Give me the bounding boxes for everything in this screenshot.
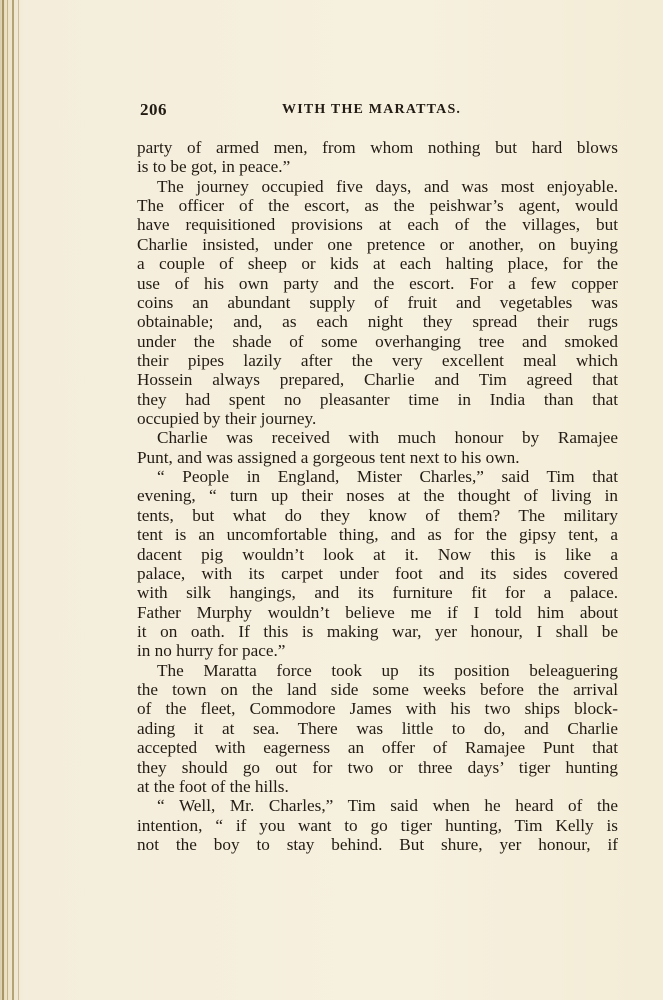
text-line: the town on the land side some weeks before the arrival: [137, 680, 618, 700]
text-line: use of his own party and the escort. For a few copper: [137, 273, 618, 293]
text-line: dacent pig wouldn’t look at it. Now this is like a: [137, 544, 618, 564]
text-line: they should go out for two or three days’ tiger hunting: [137, 757, 618, 777]
text-line: Charlie was received with much honour by Ramajee: [157, 428, 618, 448]
text-line: “ Well, Mr. Charles,” Tim said when he heard of the: [157, 796, 618, 816]
text-line: is to be got, in peace.”: [137, 157, 291, 177]
text-line: tent is an uncomfortable thing, and as for the gipsy tent, a: [137, 525, 618, 545]
text-line: it on oath. If this is making war, yer honour, I shall be: [137, 621, 618, 641]
text-line: The Maratta force took up its position beleaguering: [157, 660, 618, 680]
text-line: tents, but what do they know of them? The military: [137, 505, 618, 525]
text-line: evening, “ turn up their noses at the thought of living in: [137, 486, 618, 506]
text-line: their pipes lazily after the very excellent meal which: [137, 350, 618, 370]
binding-line: [18, 0, 19, 1000]
page-header: [140, 100, 618, 122]
page-gutter-binding: [0, 0, 26, 1000]
text-line: at the foot of the hills.: [137, 776, 289, 796]
text-line: a couple of sheep or kids at each halting place, for the: [137, 254, 618, 274]
text-line: with silk hangings, and its furniture fit for a palace.: [137, 583, 618, 603]
text-line: “ People in England, Mister Charles,” said Tim that: [157, 467, 618, 487]
text-line: party of armed men, from whom nothing but hard blows: [137, 138, 618, 157]
text-line: they had spent no pleasanter time in India than that: [137, 389, 618, 409]
text-line: of the fleet, Commodore James with his two ships block-: [137, 699, 618, 719]
text-line: Hossein always prepared, Charlie and Tim agreed that: [137, 370, 618, 390]
page-number: 206: [140, 100, 167, 119]
text-line: in no hurry for pace.”: [137, 641, 286, 661]
text-line: The journey occupied five days, and was most enjoyable.: [157, 176, 618, 196]
text-line: The officer of the escort, as the peishwar’s agent, would: [137, 196, 618, 216]
binding-line: [12, 0, 14, 1000]
text-line: coins an abundant supply of fruit and vegetables was: [137, 292, 618, 312]
binding-line: [2, 0, 4, 1000]
text-line: accepted with eagerness an offer of Ramajee Punt that: [137, 738, 618, 758]
text-line: Charlie insisted, under one pretence or another, on buying: [137, 234, 618, 254]
text-line: ading it at sea. There was little to do, and Charlie: [137, 718, 618, 738]
text-line: obtainable; and, as each night they spread their rugs: [137, 312, 618, 332]
text-line: Father Murphy wouldn’t believe me if I told him about: [137, 602, 618, 622]
text-line: palace, with its carpet under foot and its sides covered: [137, 563, 618, 583]
text-line: under the shade of some overhanging tree and smoked: [137, 331, 618, 351]
text-line: Punt, and was assigned a gorgeous tent next to his own.: [137, 447, 520, 467]
text-line: not the boy to stay behind. But shure, yer honour, if: [137, 834, 618, 854]
running-head: WITH THE MARATTAS.: [282, 102, 462, 117]
binding-line: [7, 0, 8, 1000]
body-text: [137, 138, 618, 854]
text-line: occupied by their journey.: [137, 409, 317, 429]
text-line: have requisitioned provisions at each of the villages, but: [137, 215, 618, 235]
text-line: intention, “ if you want to go tiger hunting, Tim Kelly is: [137, 815, 618, 835]
